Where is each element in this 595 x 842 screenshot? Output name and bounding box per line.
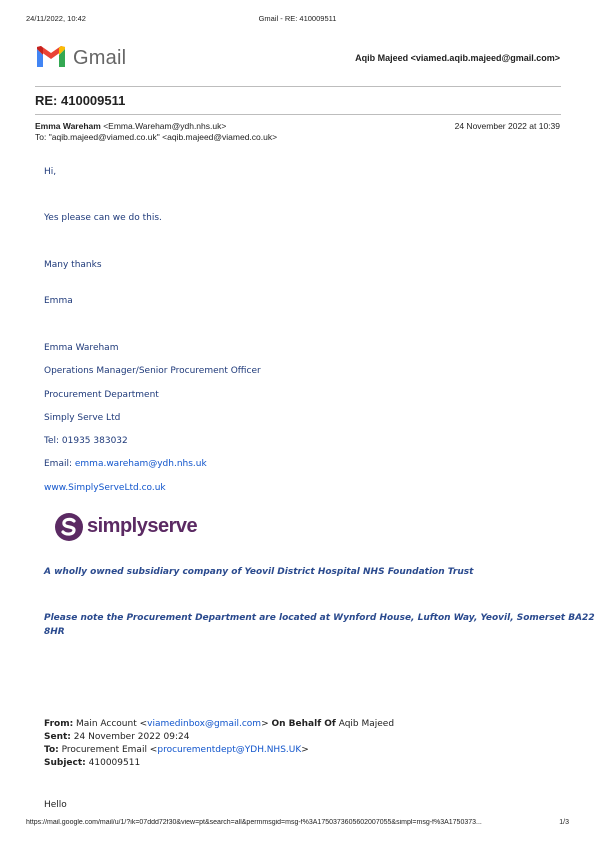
forwarded-subject-value: 410009511	[88, 758, 141, 768]
forwarded-from-label: From:	[44, 719, 74, 729]
forwarded-sent-line	[44, 732, 189, 742]
simplyserve-wordmark: simplyserve	[87, 515, 198, 537]
signature-email-line	[44, 459, 207, 469]
forwarded-from-name: Main Account <	[76, 719, 148, 729]
print-footer-url: https://mail.google.com/mail/u/1/?ik=07ddd72f30&view=pt&search=all&permmsgid=msg-f%3A1750373605602007055&simpl=msg-f%3A1750373...	[26, 819, 482, 826]
forwarded-from-line	[44, 719, 394, 729]
forwarded-behalf-name: Aqib Majeed	[338, 719, 395, 729]
sender-email: <Emma.Wareham@ydh.nhs.uk>	[103, 121, 227, 131]
forwarded-subject-label: Subject:	[44, 758, 86, 768]
signature-title: Operations Manager/Senior Procurement Officer	[44, 366, 261, 376]
forwarded-to-label: To:	[44, 745, 59, 755]
signature-department: Procurement Department	[44, 390, 159, 400]
signoff-text: Emma	[44, 296, 73, 306]
forwarded-to-close: >	[301, 745, 309, 755]
signature-name: Emma Wareham	[44, 343, 119, 353]
email-subject: RE: 410009511	[35, 93, 126, 108]
header-divider	[35, 86, 561, 87]
signature-note-line2: 8HR	[44, 627, 65, 637]
to-value: "aqib.majeed@viamed.co.uk" <aqib.majeed@viamed.co.uk>	[48, 132, 278, 142]
forwarded-from-email-link[interactable]: viamedinbox@gmail.com	[147, 719, 262, 729]
gmail-logo	[35, 45, 131, 71]
print-tab-title: Gmail - RE: 410009511	[258, 14, 337, 23]
simplyserve-logo	[54, 512, 204, 544]
subject-divider	[35, 114, 561, 115]
print-page-number: 1/3	[559, 819, 569, 826]
forwarded-sent-label: Sent:	[44, 732, 71, 742]
signature-note-line1: Please note the Procurement Department are located at Wynford House, Lufton Way, Yeovil, Somerset BA22	[44, 613, 595, 623]
recipient-line	[35, 132, 277, 142]
gmail-m-icon	[35, 45, 67, 69]
forwarded-sent-value: 24 November 2022 09:24	[73, 732, 190, 742]
body-text: Yes please can we do this.	[44, 213, 162, 223]
signature-tagline: A wholly owned subsidiary company of Yeovil District Hospital NHS Foundation Trust	[44, 567, 474, 577]
gmail-wordmark: Gmail	[73, 47, 127, 69]
forwarded-from-close: >	[261, 719, 269, 729]
account-label: Aqib Majeed <viamed.aqib.majeed@gmail.com>	[355, 53, 560, 63]
forwarded-hello: Hello	[44, 800, 67, 810]
print-datetime: 24/11/2022, 10:42	[26, 14, 86, 23]
sender-line	[35, 121, 226, 131]
forwarded-behalf-label: On Behalf Of	[271, 719, 336, 729]
signature-tel: Tel: 01935 383032	[44, 436, 128, 446]
signature-website-link[interactable]: www.SimplyServeLtd.co.uk	[44, 483, 166, 493]
sender-name: Emma Wareham	[35, 121, 101, 131]
signature-email-link[interactable]: emma.wareham@ydh.nhs.uk	[74, 459, 207, 469]
forwarded-to-line	[44, 745, 309, 755]
email-date: 24 November 2022 at 10:39	[454, 121, 560, 131]
greeting: Hi,	[44, 167, 57, 177]
simplyserve-mark-icon	[54, 512, 84, 542]
to-label: To:	[35, 132, 47, 142]
forwarded-to-name: Procurement Email <	[61, 745, 158, 755]
signature-email-label: Email:	[44, 459, 75, 469]
signature-company: Simply Serve Ltd	[44, 413, 121, 423]
forwarded-subject-line	[44, 758, 140, 768]
forwarded-to-email-link[interactable]: procurementdept@YDH.NHS.UK	[157, 745, 302, 755]
thanks-text: Many thanks	[44, 260, 102, 270]
